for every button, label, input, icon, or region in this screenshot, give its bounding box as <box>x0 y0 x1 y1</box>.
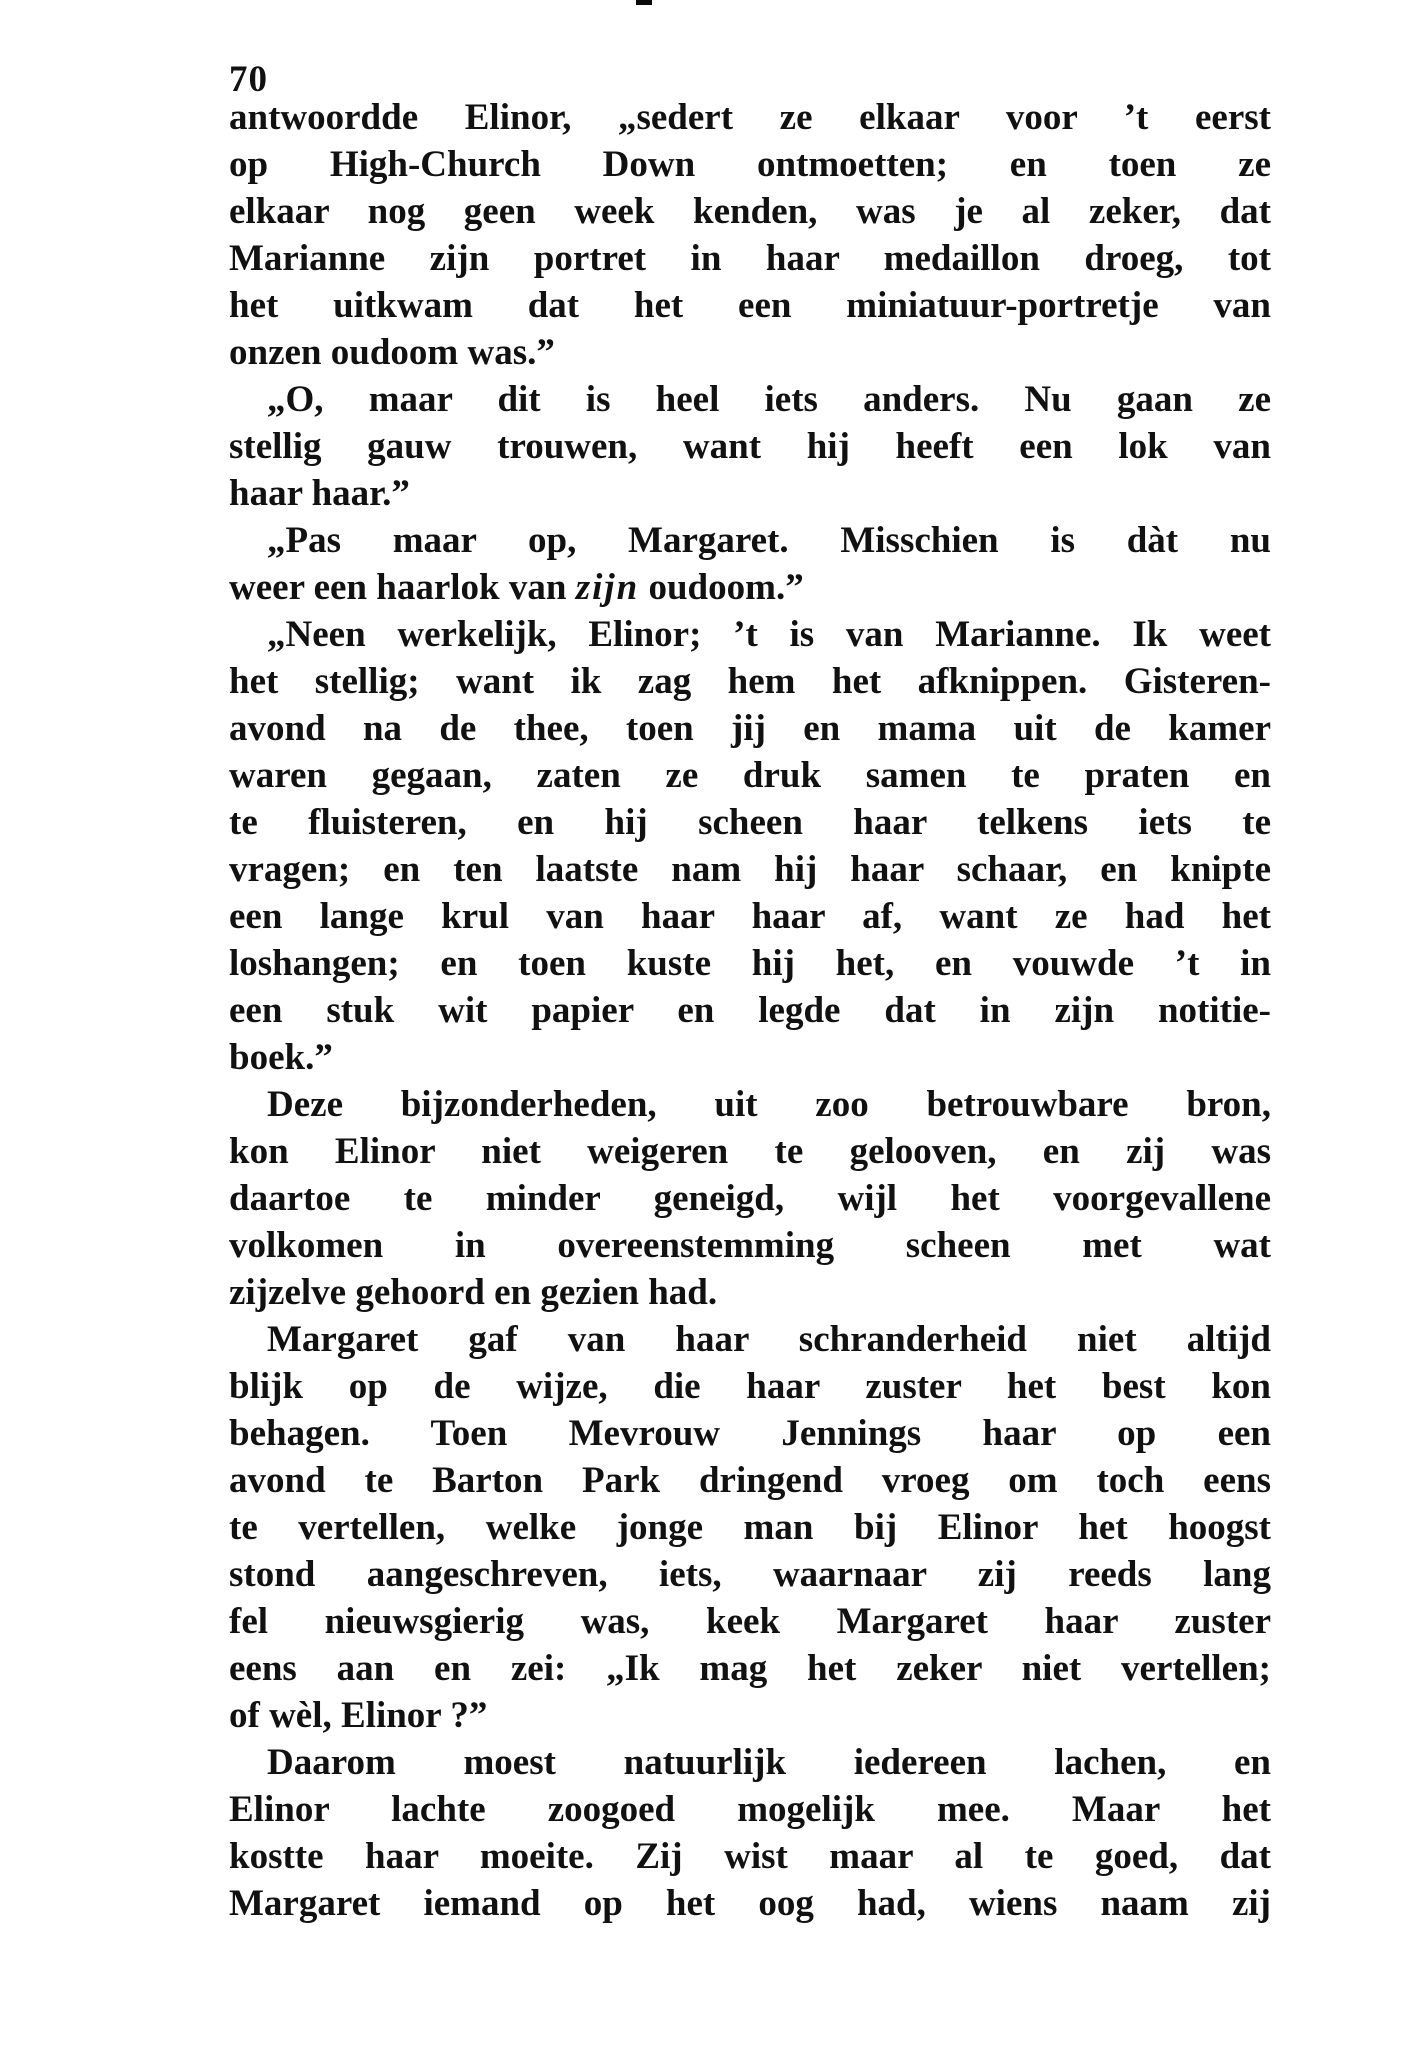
text-segment: het stellig; want ik zag hem het afknippen. Gisteren- <box>229 661 1271 702</box>
text-segment: volkomen in overeenstemming scheen met wat <box>229 1225 1271 1266</box>
text-line <box>229 987 1271 1034</box>
text-segment: stond aangeschreven, iets, waarnaar zij reeds lang <box>229 1554 1271 1595</box>
text-segment: avond na de thee, toen jij en mama uit de kamer <box>229 708 1271 749</box>
text-segment: Margaret iemand op het oog had, wiens naam zij <box>229 1883 1271 1924</box>
text-line <box>229 235 1271 282</box>
text-line <box>229 517 1271 564</box>
text-segment: avond te Barton Park dringend vroeg om toch eens <box>229 1460 1271 1501</box>
text-line <box>229 1504 1271 1551</box>
text-line <box>229 1363 1271 1410</box>
text-line <box>229 1692 1271 1739</box>
text-line <box>229 329 1271 376</box>
text-line <box>229 470 1271 517</box>
body-text <box>229 94 1271 1927</box>
text-line <box>229 658 1271 705</box>
text-line <box>229 1645 1271 1692</box>
text-line <box>229 376 1271 423</box>
text-segment: boek.” <box>229 1037 333 1078</box>
text-line <box>229 1175 1271 1222</box>
text-segment: te vertellen, welke jonge man bij Elinor het hoogst <box>229 1507 1271 1548</box>
text-line <box>229 1833 1271 1880</box>
text-line <box>229 752 1271 799</box>
text-line <box>229 282 1271 329</box>
text-segment: kostte haar moeite. Zij wist maar al te goed, dat <box>229 1836 1271 1877</box>
text-line <box>229 611 1271 658</box>
text-segment: te fluisteren, en hij scheen haar telkens iets te <box>229 802 1271 843</box>
text-line <box>229 846 1271 893</box>
text-line <box>229 1269 1271 1316</box>
text-segment: haar haar.” <box>229 473 410 514</box>
text-segment: Marianne zijn portret in haar medaillon droeg, tot <box>229 238 1271 279</box>
text-segment: vragen; en ten laatste nam hij haar schaar, en knipte <box>229 849 1271 890</box>
text-line <box>229 1410 1271 1457</box>
text-segment: een stuk wit papier en legde dat in zijn notitie- <box>229 990 1271 1031</box>
text-line <box>229 799 1271 846</box>
text-segment: fel nieuwsgierig was, keek Margaret haar zuster <box>229 1601 1271 1642</box>
text-line <box>229 893 1271 940</box>
text-line <box>229 1739 1271 1786</box>
text-line <box>229 1128 1271 1175</box>
text-segment: „Neen werkelijk, Elinor; ’t is van Marianne. Ik weet <box>267 614 1271 655</box>
page-number: 70 <box>229 59 268 100</box>
italic-word: zijn <box>575 567 640 608</box>
text-segment: een lange krul van haar haar af, want ze had het <box>229 896 1271 937</box>
text-segment: behagen. Toen Mevrouw Jennings haar op een <box>229 1413 1271 1454</box>
text-line <box>229 1316 1271 1363</box>
text-line <box>229 94 1271 141</box>
text-segment: „O, maar dit is heel iets anders. Nu gaan ze <box>267 379 1271 420</box>
text-line <box>229 705 1271 752</box>
text-segment: waren gegaan, zaten ze druk samen te praten en <box>229 755 1271 796</box>
scan-edge-artifact <box>636 0 652 5</box>
text-line <box>229 564 1271 611</box>
text-segment: eens aan en zei: „Ik mag het zeker niet vertellen; <box>229 1648 1271 1689</box>
text-segment: onzen oudoom was.” <box>229 332 555 373</box>
text-segment: stellig gauw trouwen, want hij heeft een lok van <box>229 426 1271 467</box>
text-segment: het uitkwam dat het een miniatuur-portretje van <box>229 285 1271 326</box>
text-segment: Deze bijzonderheden, uit zoo betrouwbare bron, <box>267 1084 1271 1125</box>
text-segment: elkaar nog geen week kenden, was je al zeker, dat <box>229 191 1271 232</box>
text-line <box>229 1880 1271 1927</box>
text-line <box>229 1457 1271 1504</box>
text-line <box>229 1034 1271 1081</box>
text-line <box>229 1551 1271 1598</box>
text-line <box>229 1598 1271 1645</box>
text-line <box>229 1222 1271 1269</box>
text-segment: Daarom moest natuurlijk iedereen lachen, en <box>267 1742 1271 1783</box>
text-segment: oudoom.” <box>639 567 804 608</box>
text-line <box>229 940 1271 987</box>
text-segment: „Pas maar op, Margaret. Misschien is dàt nu <box>267 520 1271 561</box>
text-segment: loshangen; en toen kuste hij het, en vouwde ’t in <box>229 943 1271 984</box>
text-segment: kon Elinor niet weigeren te gelooven, en zij was <box>229 1131 1271 1172</box>
text-segment: daartoe te minder geneigd, wijl het voorgevallene <box>229 1178 1271 1219</box>
text-line <box>229 423 1271 470</box>
text-line <box>229 188 1271 235</box>
text-segment: antwoordde Elinor, „sedert ze elkaar voor ’t eerst <box>229 97 1271 138</box>
text-line <box>229 141 1271 188</box>
text-segment: Margaret gaf van haar schranderheid niet altijd <box>267 1319 1271 1360</box>
text-line <box>229 1081 1271 1128</box>
text-segment: blijk op de wijze, die haar zuster het best kon <box>229 1366 1271 1407</box>
text-segment: weer een haarlok van <box>229 567 576 608</box>
text-line <box>229 1786 1271 1833</box>
text-segment: Elinor lachte zoogoed mogelijk mee. Maar het <box>229 1789 1271 1830</box>
text-segment: of wèl, Elinor ?” <box>229 1695 488 1736</box>
text-segment: op High-Church Down ontmoetten; en toen ze <box>229 144 1271 185</box>
text-segment: zijzelve gehoord en gezien had. <box>229 1272 718 1313</box>
